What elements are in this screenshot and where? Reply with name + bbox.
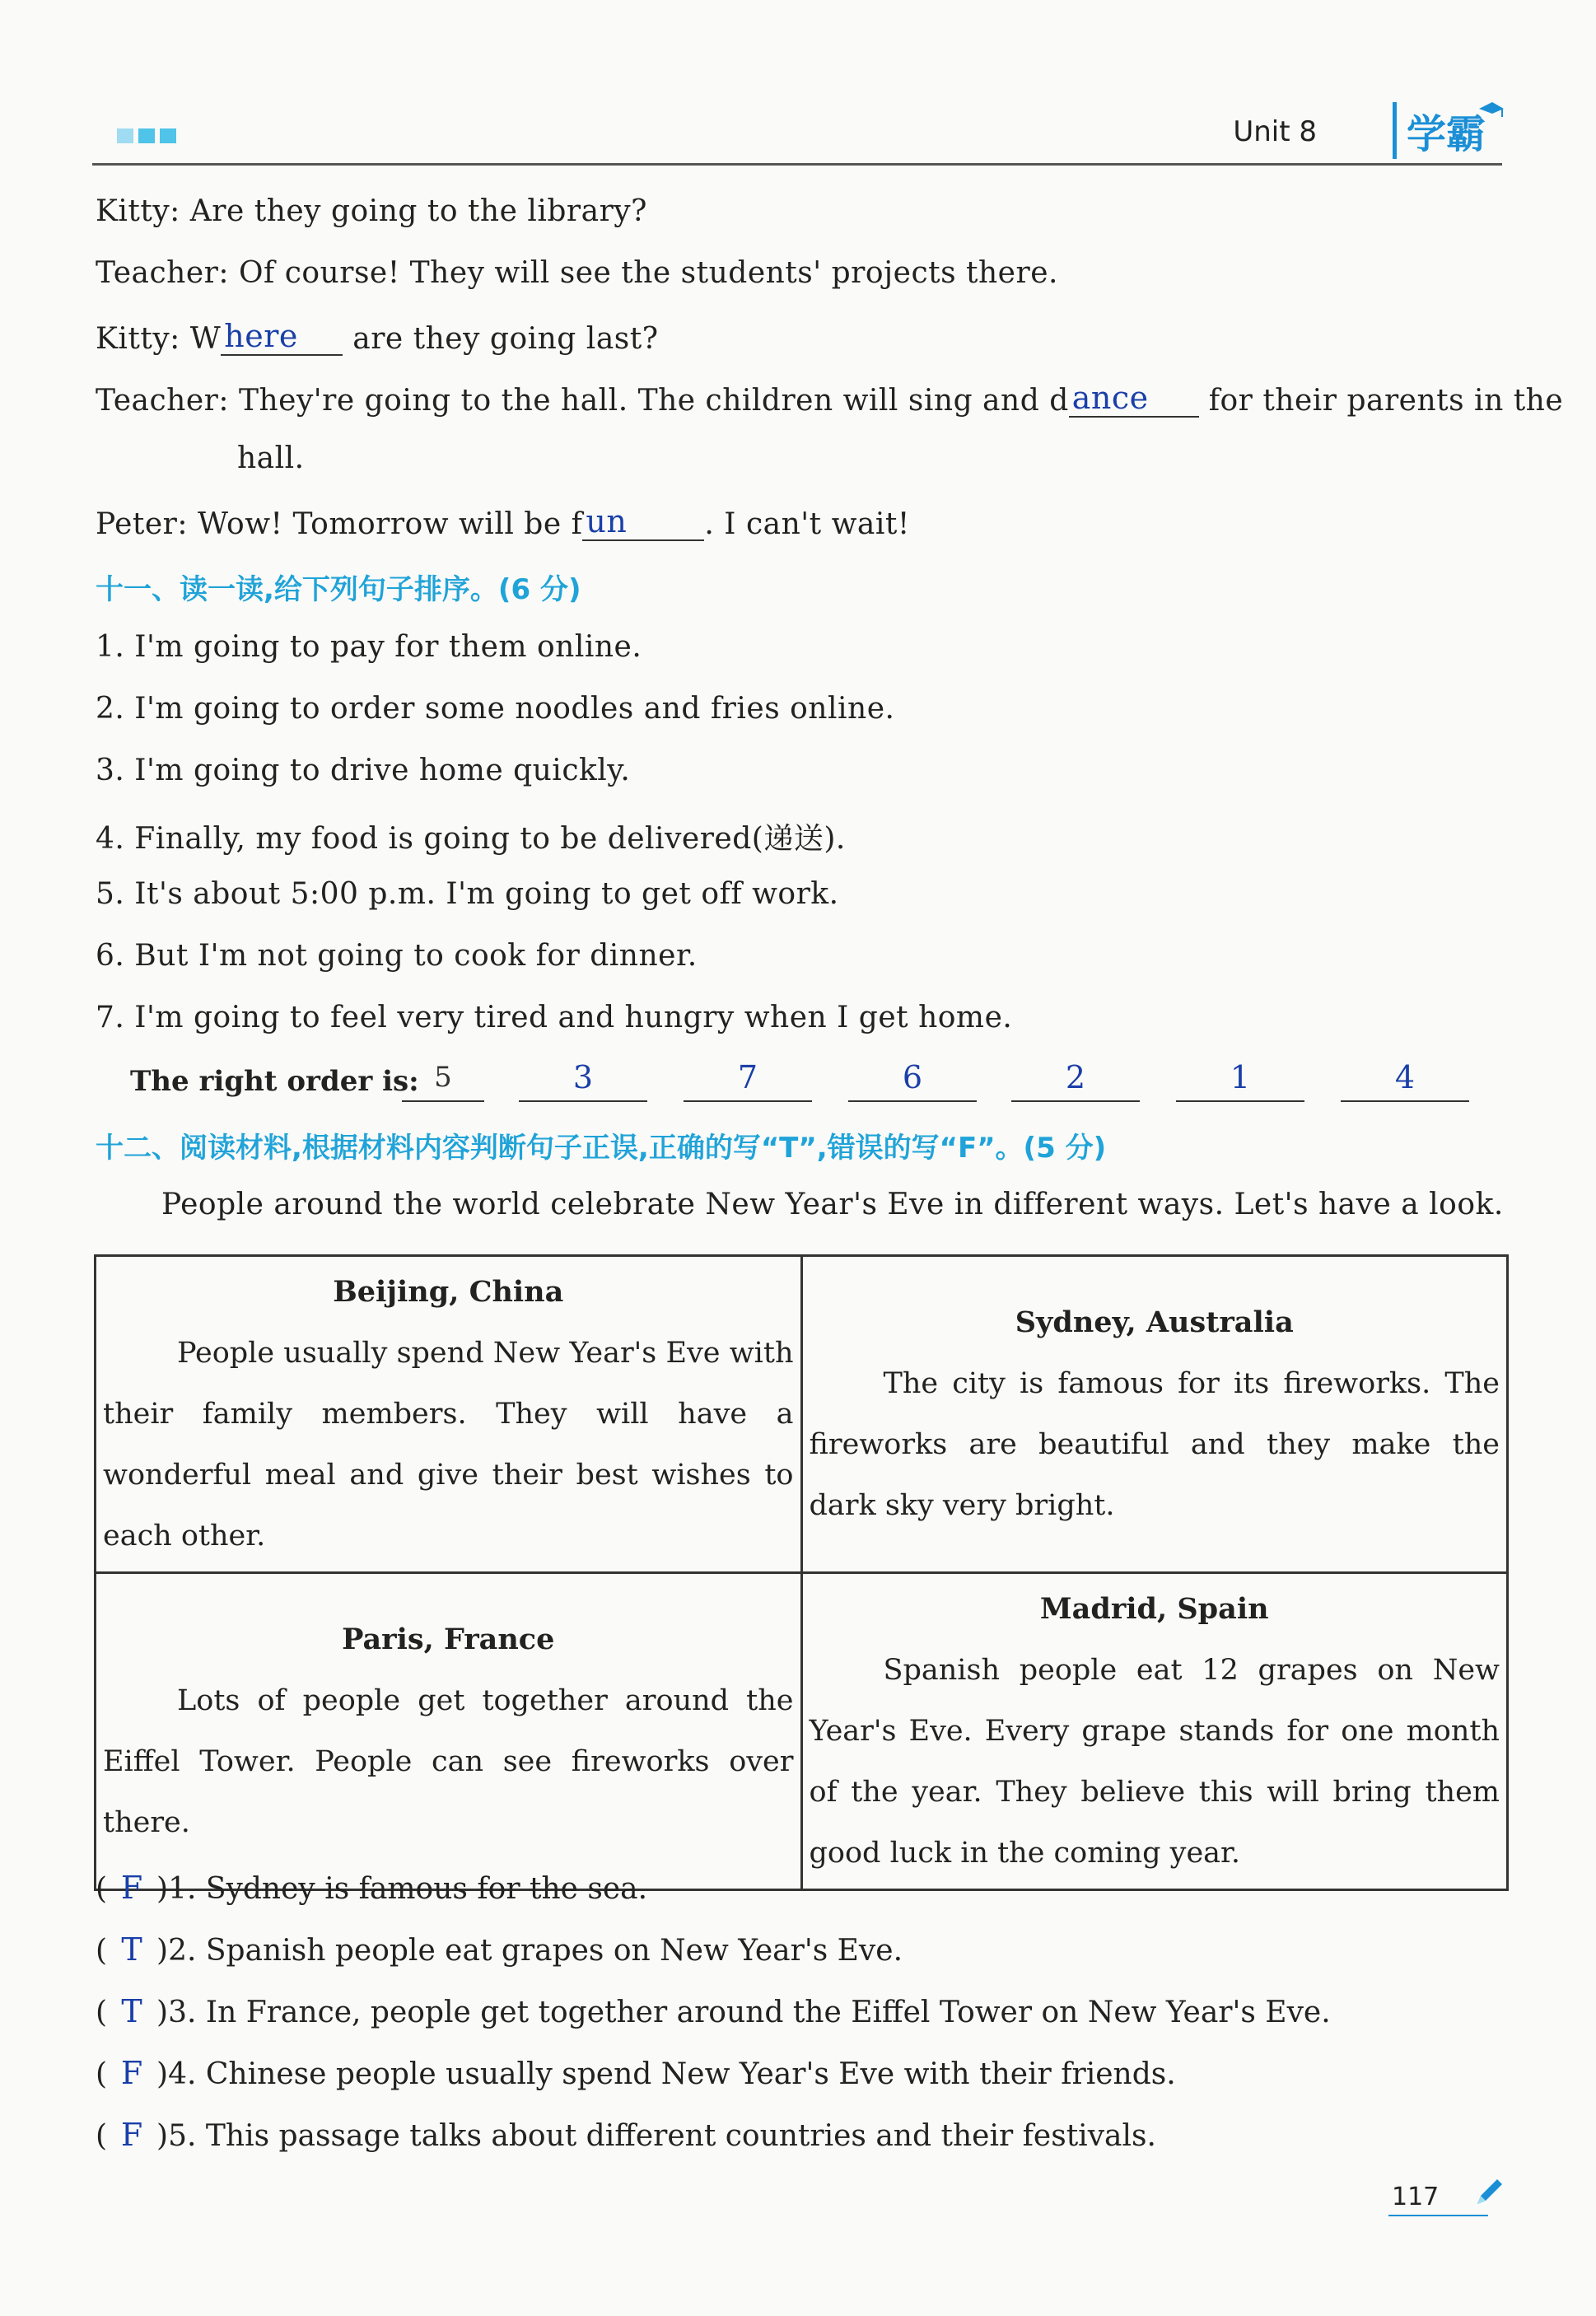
word-prefix: W xyxy=(189,322,222,356)
order-slot-6[interactable]: 1 xyxy=(1176,1054,1304,1102)
sentence-4: 4. Finally, my food is going to be delivered(递送). xyxy=(96,822,846,856)
answer-blank-dance[interactable]: ance xyxy=(1069,380,1199,418)
dialogue-text: Are they going to the library? xyxy=(189,194,647,228)
dialogue-text: They're going to the hall. The children will sing and d xyxy=(238,384,1069,418)
passage-intro: People around the world celebrate New Year's Eve in different ways. Let's have a look. xyxy=(161,1188,1504,1221)
sentence-6: 6. But I'm not going to cook for dinner. xyxy=(96,939,698,973)
tf-question-2: ( T )2. Spanish people eat grapes on New Year's Eve. xyxy=(96,1931,903,1968)
cell-body: Lots of people get together around the Eiffel Tower. People can see fireworks over there. xyxy=(103,1684,794,1839)
dialogue-line-2 xyxy=(96,256,1058,290)
section-11-title: 十一、读一读,给下列句子排序。(6 分) xyxy=(96,573,581,606)
speaker-kitty: Kitty: xyxy=(96,194,180,228)
dialogue-text: are they going last? xyxy=(352,322,659,356)
tf-answer[interactable]: F xyxy=(120,1870,143,1906)
dialogue-text: . I can't wait! xyxy=(704,507,910,541)
order-slot-7[interactable]: 4 xyxy=(1341,1054,1469,1102)
speaker-teacher: Teacher: xyxy=(96,256,229,290)
header-squares-decoration xyxy=(117,128,176,143)
sentence-5: 5. It's about 5:00 p.m. I'm going to get off work. xyxy=(96,877,839,911)
dialogue-text: for their parents in the xyxy=(1208,384,1564,418)
page-number: 117 xyxy=(1388,2183,1488,2216)
sentence-3: 3. I'm going to drive home quickly. xyxy=(96,754,631,787)
tf-question-3: ( T )3. In France, people get together around the Eiffel Tower on New Year's Eve. xyxy=(96,1993,1331,2029)
graduation-cap-icon xyxy=(1477,100,1505,119)
order-slot-1: 5 xyxy=(402,1054,484,1102)
tf-question-text: )5. This passage talks about different countries and their festivals. xyxy=(156,2119,1156,2153)
cell-madrid xyxy=(801,1573,1508,1890)
page-header xyxy=(92,97,1502,166)
tf-question-text: )3. In France, people get together around the Eiffel Tower on New Year's Eve. xyxy=(156,1996,1331,2029)
dialogue-line-4 xyxy=(96,380,1563,418)
cell-body: Spanish people eat 12 grapes on New Year's Eve. Every grape stands for one month of the year. They believe this will bring them good luck in the coming year. xyxy=(809,1654,1500,1870)
sentence-7: 7. I'm going to feel very tired and hungry when I get home. xyxy=(96,1001,1013,1034)
cell-paris xyxy=(96,1573,802,1890)
tf-answer[interactable]: F xyxy=(120,2117,143,2153)
dialogue-line-1 xyxy=(96,194,647,228)
sentence-1: 1. I'm going to pay for them online. xyxy=(96,630,642,664)
dialogue-text: hall. xyxy=(237,441,305,475)
speaker-teacher: Teacher: xyxy=(96,384,229,418)
cell-body: People usually spend New Year's Eve with their family members. They will have a wonderful meal and give their best wishes to each other. xyxy=(103,1337,794,1553)
cell-title: Madrid, Spain xyxy=(1039,1592,1269,1626)
order-slot-2[interactable]: 3 xyxy=(519,1054,647,1102)
cell-title: Beijing, China xyxy=(333,1275,564,1309)
tf-question-text: )4. Chinese people usually spend New Year's Eve with their friends. xyxy=(156,2057,1176,2091)
tf-question-text: )2. Spanish people eat grapes on New Year's Eve. xyxy=(156,1934,903,1968)
cell-body: The city is famous for its fireworks. The fireworks are beautiful and they make the dark sky very bright. xyxy=(809,1367,1500,1522)
cell-title: Sydney, Australia xyxy=(1015,1305,1294,1339)
order-label: The right order is: xyxy=(130,1065,419,1098)
city-info-table xyxy=(94,1254,1509,1891)
answer-blank-where[interactable]: here xyxy=(221,318,343,356)
tf-answer[interactable]: F xyxy=(120,2055,143,2091)
tf-question-1: ( F )1. Sydney is famous for the sea. xyxy=(96,1870,648,1906)
tf-question-4: ( F )4. Chinese people usually spend New Year's Eve with their friends. xyxy=(96,2055,1176,2091)
dialogue-line-5 xyxy=(237,441,305,475)
order-slot-5[interactable]: 2 xyxy=(1011,1054,1140,1102)
cell-title: Paris, France xyxy=(342,1623,555,1656)
section-12-title: 十二、阅读材料,根据材料内容判断句子正误,正确的写“T”,错误的写“F”。(5 分) xyxy=(96,1132,1107,1165)
speaker-peter: Peter: xyxy=(96,507,189,541)
order-slot-3[interactable]: 7 xyxy=(684,1054,812,1102)
dialogue-line-6 xyxy=(96,503,910,541)
tf-question-text: )1. Sydney is famous for the sea. xyxy=(156,1872,648,1906)
tf-answer[interactable]: T xyxy=(121,1993,142,2029)
pencil-icon xyxy=(1471,2174,1507,2211)
order-slot-4[interactable]: 6 xyxy=(848,1054,977,1102)
sentence-2: 2. I'm going to order some noodles and fries online. xyxy=(96,692,895,726)
cell-sydney xyxy=(801,1256,1508,1573)
tf-answer[interactable]: T xyxy=(121,1931,142,1968)
brand-logo: 学霸 xyxy=(1393,102,1486,159)
cell-beijing xyxy=(96,1256,802,1573)
dialogue-text: Of course! They will see the students' projects there. xyxy=(238,256,1058,290)
tf-question-5: ( F )5. This passage talks about different countries and their festivals. xyxy=(96,2117,1156,2153)
answer-blank-fun[interactable]: un xyxy=(582,503,704,541)
dialogue-line-3 xyxy=(96,318,659,356)
dialogue-text: Wow! Tomorrow will be f xyxy=(197,507,583,541)
unit-label: Unit 8 xyxy=(1233,115,1317,148)
speaker-kitty: Kitty: xyxy=(96,322,180,356)
